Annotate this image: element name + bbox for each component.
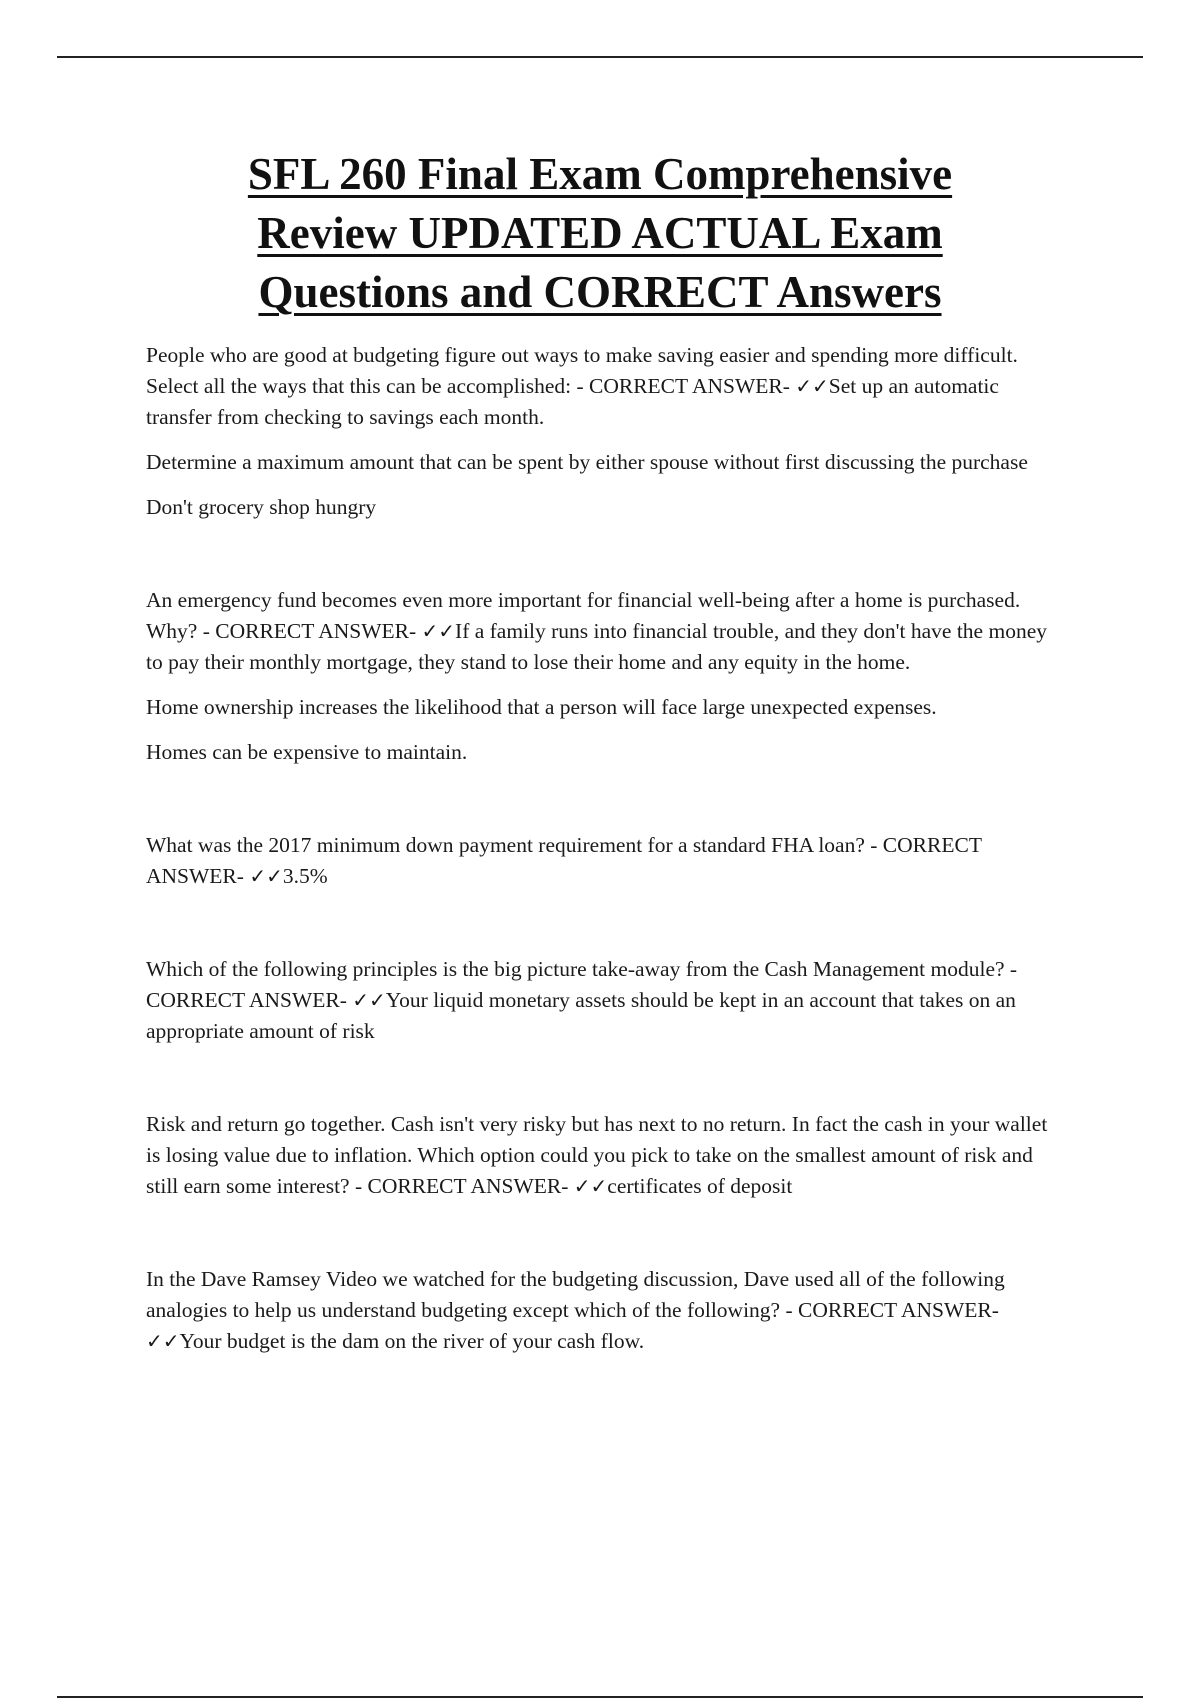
answer-text: Set up an automatic transfer from checking to savings each month. [146, 374, 999, 429]
document-title [100, 145, 1100, 322]
answer-extra: Determine a maximum amount that can be spent by either spouse without first discussing the purchase [146, 450, 1028, 474]
answer-marker: CORRECT ANSWER- [215, 619, 417, 643]
check-icon: ✓✓ [421, 619, 456, 643]
answer-text: If a family runs into financial trouble, and they don't have the money to pay their monthly mortgage, they stand to lose their home and any equity in the home. [146, 619, 1047, 674]
qa-item [146, 1109, 1066, 1202]
qa-list [146, 340, 1066, 1419]
answer-extra: Homes can be expensive to maintain. [146, 740, 468, 764]
question-text: People who are good at budgeting figure out ways to make saving easier and spending more difficult. Select all the ways that this can be accomplished: - [146, 343, 1018, 398]
top-rule [57, 56, 1143, 58]
qa-question-answer [146, 1109, 1066, 1202]
answer-marker: CORRECT ANSWER- [146, 833, 982, 888]
qa-question-answer [146, 954, 1066, 1047]
question-text: An emergency fund becomes even more important for financial well-being after a home is purchased. Why? - [146, 588, 1021, 643]
qa-question-answer [146, 585, 1066, 678]
title-line: SFL 260 Final Exam Comprehensive [247, 149, 953, 199]
qa-item [146, 830, 1066, 892]
question-text: In the Dave Ramsey Video we watched for the budgeting discussion, Dave used all of the following analogies to help us understand budgeting except which of the following? - [146, 1267, 1005, 1322]
answer-marker: CORRECT ANSWER- [798, 1298, 999, 1322]
check-icon: ✓✓ [573, 1174, 608, 1198]
qa-item [146, 954, 1066, 1047]
qa-question-answer [146, 340, 1066, 433]
title-line: Review UPDATED ACTUAL Exam [257, 208, 943, 258]
qa-question-answer [146, 830, 1066, 892]
answer-extra: Don't grocery shop hungry [146, 495, 377, 519]
qa-item [146, 585, 1066, 768]
check-icon: ✓✓ [795, 374, 829, 398]
answer-extra: Home ownership increases the likelihood that a person will face large unexpected expenses. [146, 695, 937, 719]
question-text: Which of the following principles is the big picture take-away from the Cash Management module? - [146, 957, 1018, 981]
answer-text: 3.5% [282, 864, 328, 888]
title-line: Questions and CORRECT Answers [258, 267, 942, 317]
bottom-rule [57, 1696, 1143, 1698]
check-icon: ✓✓ [352, 988, 386, 1012]
check-icon: ✓✓ [249, 864, 283, 888]
answer-marker: CORRECT ANSWER- [367, 1174, 569, 1198]
answer-text: Your budget is the dam on the river of your cash flow. [179, 1329, 645, 1353]
question-text: What was the 2017 minimum down payment requirement for a standard FHA loan? - [146, 833, 883, 857]
answer-marker: CORRECT ANSWER- [589, 374, 790, 398]
answer-marker: CORRECT ANSWER- [146, 988, 347, 1012]
qa-item [146, 1264, 1066, 1357]
check-icon: ✓✓ [146, 1329, 180, 1353]
answer-text: Your liquid monetary assets should be kept in an account that takes on an appropriate amount of risk [146, 988, 1016, 1043]
qa-question-answer [146, 1264, 1066, 1357]
answer-text: certificates of deposit [607, 1174, 793, 1198]
question-text: Risk and return go together. Cash isn't very risky but has next to no return. In fact the cash in your wallet is losing value due to inflation. Which option could you pick to take on the smallest amount of risk and still earn some interest? - [146, 1112, 1048, 1198]
qa-item [146, 340, 1066, 523]
